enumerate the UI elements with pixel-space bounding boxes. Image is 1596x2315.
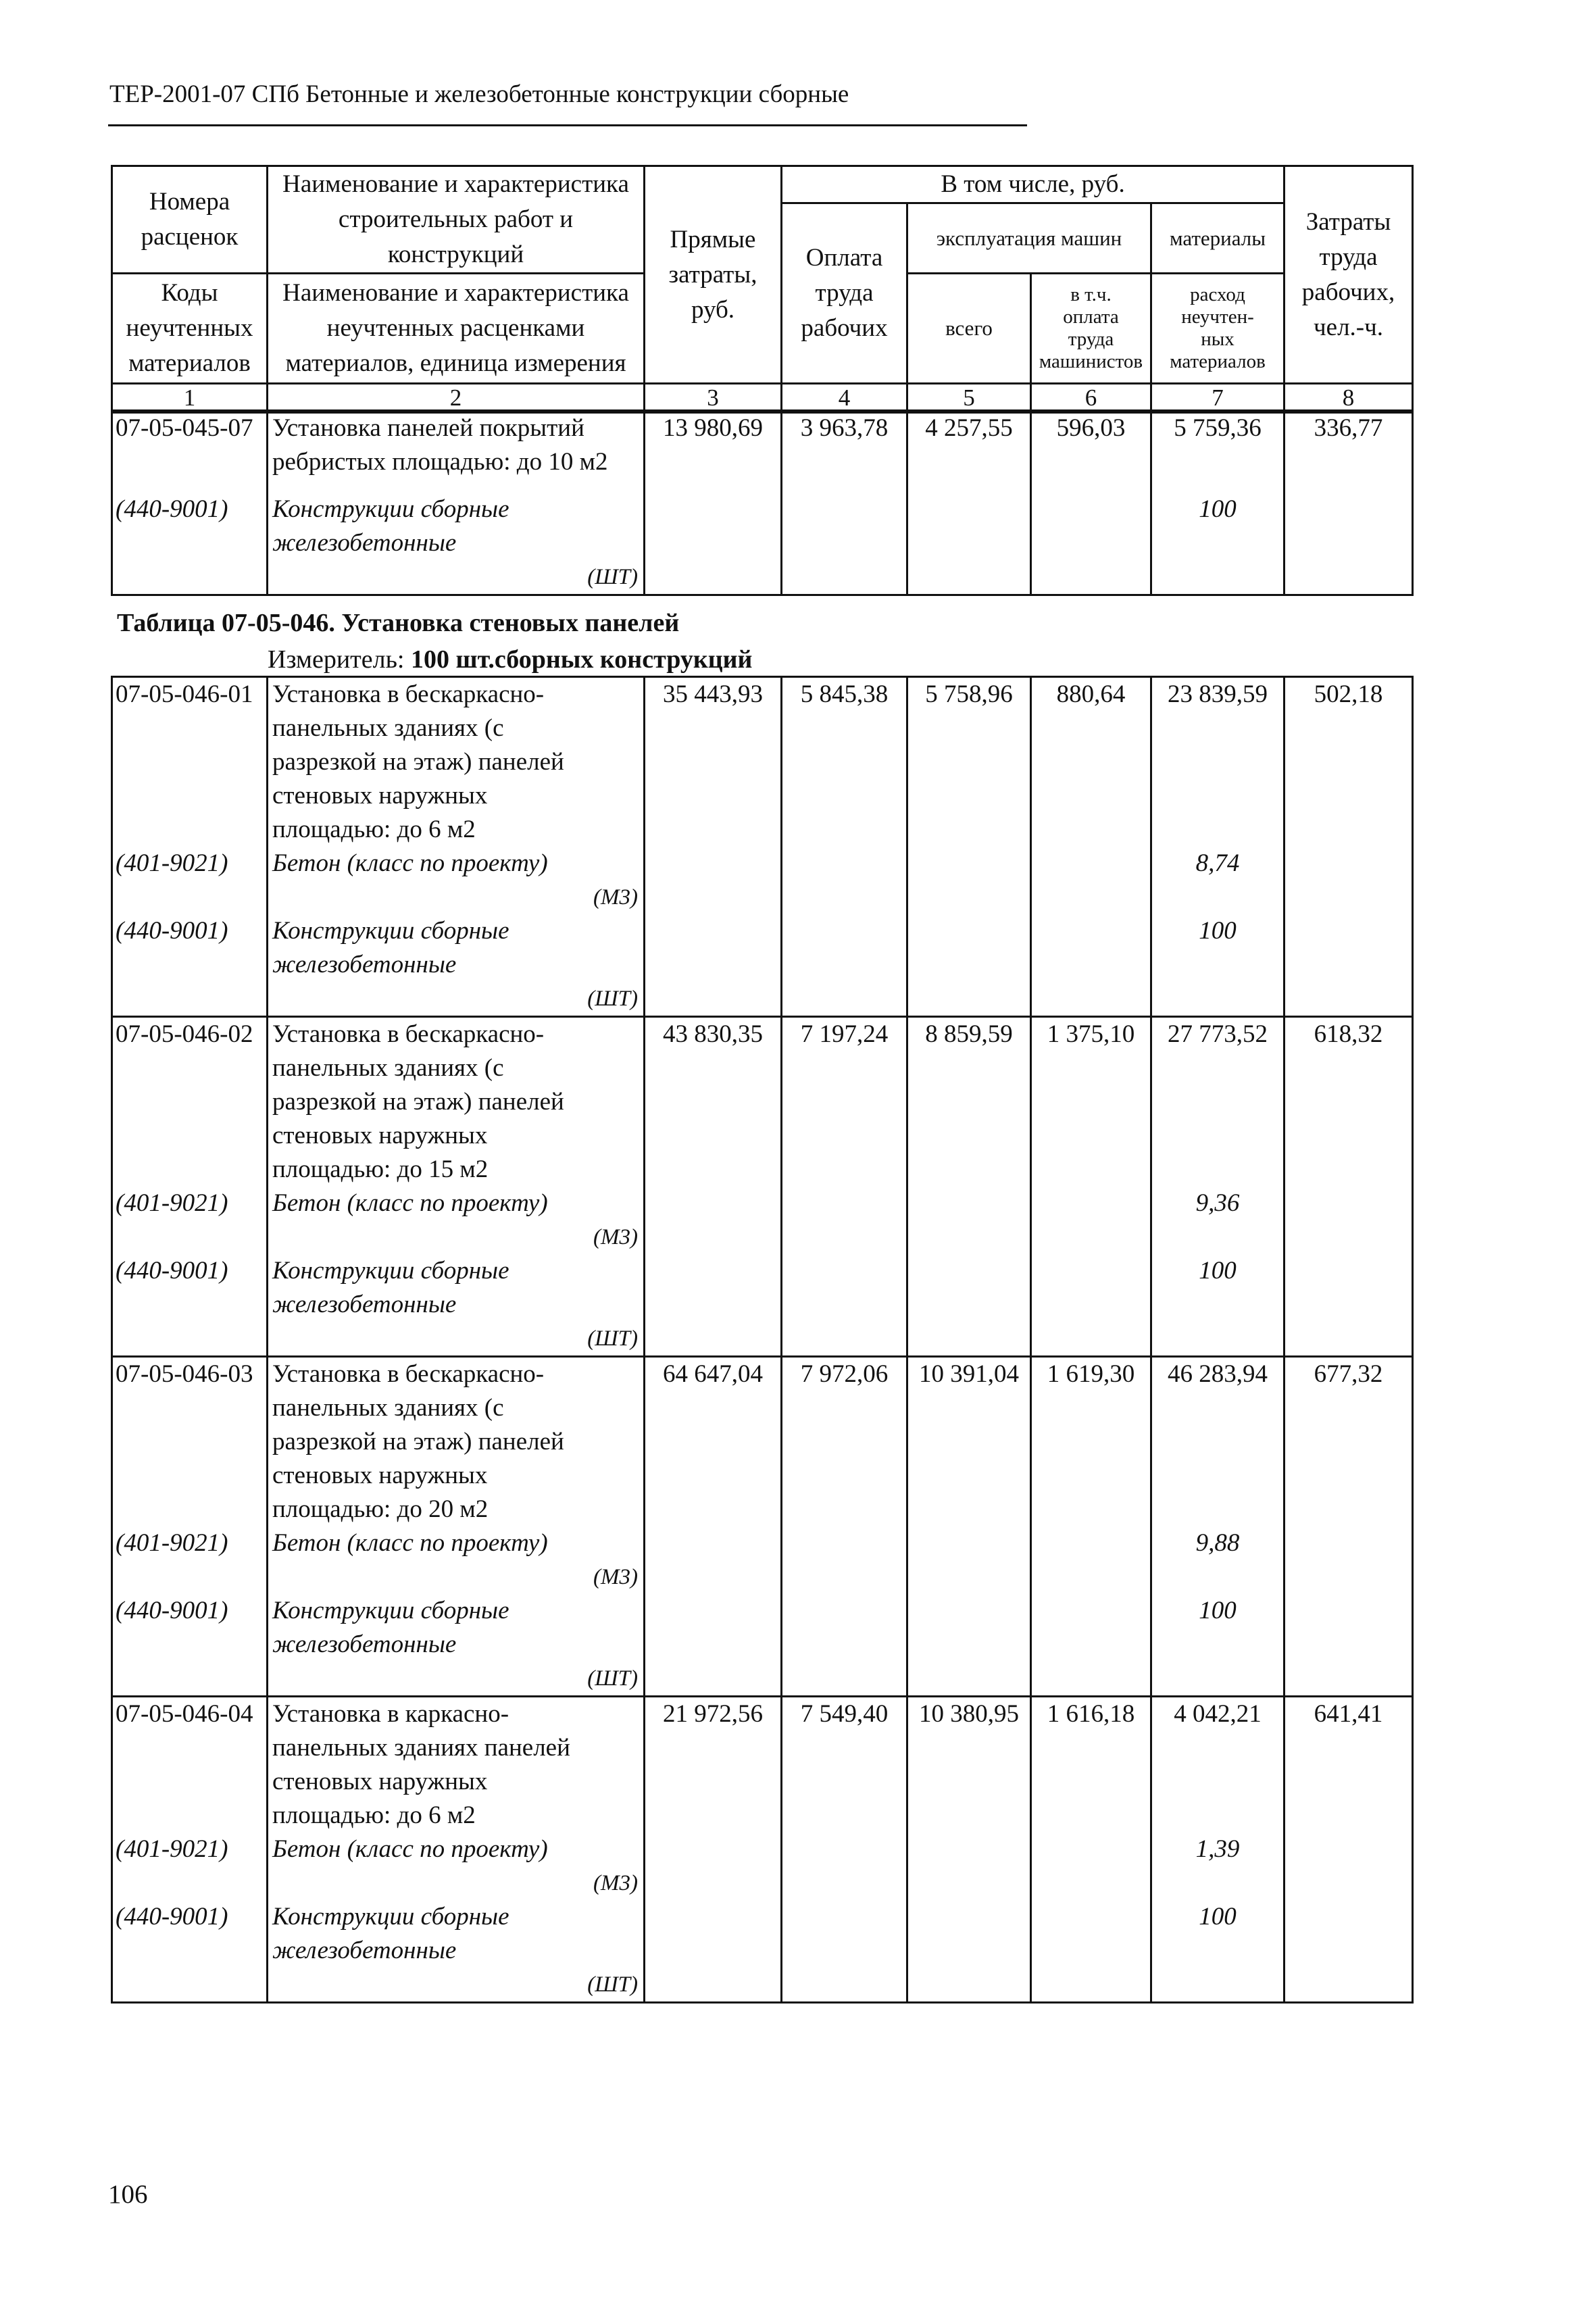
rate-name: Установка в бескаркасно- панельных зданиях (с разрезкой на этаж) панелей стеновых наружных площадью: до 6 м2 <box>268 677 645 847</box>
direct-costs: 35 443,93 <box>645 677 782 847</box>
rate-code: 07-05-045-07 <box>112 411 268 480</box>
labor-hours: 677,32 <box>1285 1357 1413 1527</box>
materials-header: материалы <box>1151 203 1285 274</box>
material-name: Конструкции сборные железобетонные (ШТ) <box>268 479 645 595</box>
rate-code: 07-05-046-01 <box>112 677 268 847</box>
material-qty: 100 <box>1151 1900 1285 2003</box>
materials-cost: 4 042,21 <box>1151 1697 1285 1833</box>
material-qty: 9,88 <box>1151 1526 1285 1594</box>
table-row <box>112 1357 1413 1527</box>
material-unit: (ШТ) <box>587 1666 638 1691</box>
machinists-pay: 880,64 <box>1031 677 1151 847</box>
material-code: (440-9001) <box>112 1594 268 1697</box>
material-code: (440-9001) <box>112 914 268 1017</box>
labor-hours: 502,18 <box>1285 677 1413 847</box>
material-code: (401-9021) <box>112 847 268 914</box>
material-name: Бетон (класс по проекту) (М3) <box>268 1526 645 1594</box>
machinists-pay: 1 375,10 <box>1031 1017 1151 1187</box>
page-header: ТЕР-2001-07 СПб Бетонные и железобетонные конструкции сборные <box>109 80 849 108</box>
material-name: Бетон (класс по проекту) (М3) <box>268 1833 645 1900</box>
material-name: Конструкции сборные железобетонные (ШТ) <box>268 1900 645 2003</box>
materials-cost: 46 283,94 <box>1151 1357 1285 1527</box>
direct-costs: 21 972,56 <box>645 1697 782 1833</box>
col3-header: Прямые затраты, руб. <box>645 166 782 384</box>
rate-name: Установка в бескаркасно- панельных зданиях (с разрезкой на этаж) панелей стеновых наружных площадью: до 15 м2 <box>268 1017 645 1187</box>
labor-hours: 618,32 <box>1285 1017 1413 1187</box>
rate-code: 07-05-046-03 <box>112 1357 268 1527</box>
labor-hours: 641,41 <box>1285 1697 1413 1833</box>
machines-total: 8 859,59 <box>907 1017 1031 1187</box>
material-code: (401-9021) <box>112 1526 268 1594</box>
col8-header: Затраты труда рабочих, чел.-ч. <box>1285 166 1413 384</box>
rate-name: Установка в каркасно- панельных зданиях панелей стеновых наружных площадью: до 6 м2 <box>268 1697 645 1833</box>
table-row <box>112 1697 1413 1833</box>
first-record-table <box>111 409 1414 596</box>
rate-code: 07-05-046-04 <box>112 1697 268 1833</box>
material-unit: (ШТ) <box>587 565 638 589</box>
measure-label: Измеритель: <box>268 645 405 674</box>
machines-total: 10 380,95 <box>907 1697 1031 1833</box>
machinists-pay: 1 616,18 <box>1031 1697 1151 1833</box>
measure-value: 100 шт.сборных конструкций <box>411 645 753 674</box>
machines-header: эксплуатация машин <box>907 203 1151 274</box>
material-name: Конструкции сборные железобетонные (ШТ) <box>268 1254 645 1357</box>
table-row <box>112 1833 1413 1900</box>
material-code: (440-9001) <box>112 479 268 595</box>
rate-code: 07-05-046-02 <box>112 1017 268 1187</box>
material-qty: 9,36 <box>1151 1187 1285 1254</box>
material-qty: 100 <box>1151 1254 1285 1357</box>
machines-total: 10 391,04 <box>907 1357 1031 1527</box>
labor-pay: 7 972,06 <box>782 1357 907 1527</box>
table-row <box>112 1526 1413 1594</box>
table-row <box>112 1254 1413 1357</box>
table-row <box>112 677 1413 847</box>
table-row <box>112 847 1413 914</box>
labor-pay: 7 197,24 <box>782 1017 907 1187</box>
material-code: (440-9001) <box>112 1900 268 2003</box>
material-unit: (М3) <box>593 885 638 910</box>
material-name: Конструкции сборные железобетонные (ШТ) <box>268 914 645 1017</box>
material-unit: (ШТ) <box>587 987 638 1011</box>
column-header-table <box>111 165 1414 414</box>
machinists-pay: 1 619,30 <box>1031 1357 1151 1527</box>
material-unit: (М3) <box>593 1565 638 1589</box>
col-number-2: 2 <box>268 384 645 413</box>
col-number-4: 4 <box>782 384 907 413</box>
header-rule <box>108 124 1027 126</box>
col-number-7: 7 <box>1151 384 1285 413</box>
table-row <box>112 479 1413 595</box>
machinists-pay: 596,03 <box>1031 411 1151 480</box>
material-code: (440-9001) <box>112 1254 268 1357</box>
material-qty: 1,39 <box>1151 1833 1285 1900</box>
rates-table <box>111 676 1414 2003</box>
col2-top-header: Наименование и характеристика строительных работ и конструкций <box>268 166 645 274</box>
col2-bottom-header: Наименование и характеристика неучтенных расценками материалов, единица измерения <box>268 274 645 384</box>
machines-total: 4 257,55 <box>907 411 1031 480</box>
material-unit: (ШТ) <box>587 1326 638 1351</box>
material-qty: 100 <box>1151 479 1285 595</box>
material-name: Бетон (класс по проекту) (М3) <box>268 1187 645 1254</box>
material-name: Бетон (класс по проекту) (М3) <box>268 847 645 914</box>
rate-name: Установка панелей покрытий ребристых площадью: до 10 м2 <box>268 411 645 480</box>
col-number-1: 1 <box>112 384 268 413</box>
material-name: Конструкции сборные железобетонные (ШТ) <box>268 1594 645 1697</box>
materials-cost: 27 773,52 <box>1151 1017 1285 1187</box>
labor-pay: 3 963,78 <box>782 411 907 480</box>
measure-line <box>268 645 752 674</box>
table-row <box>112 1594 1413 1697</box>
col1-bottom-header: Коды неучтенных материалов <box>112 274 268 384</box>
table-caption: Таблица 07-05-046. Установка стеновых панелей <box>117 609 680 637</box>
col5-header: всего <box>907 274 1031 384</box>
col7-header: расход неучтен- ных материалов <box>1151 274 1285 384</box>
materials-cost: 23 839,59 <box>1151 677 1285 847</box>
labor-pay: 7 549,40 <box>782 1697 907 1833</box>
rate-name: Установка в бескаркасно- панельных зданиях (с разрезкой на этаж) панелей стеновых наружных площадью: до 20 м2 <box>268 1357 645 1527</box>
direct-costs: 13 980,69 <box>645 411 782 480</box>
group-header: В том числе, руб. <box>782 166 1285 203</box>
material-unit: (М3) <box>593 1225 638 1249</box>
material-code: (401-9021) <box>112 1833 268 1900</box>
labor-pay: 5 845,38 <box>782 677 907 847</box>
col4-header: Оплата труда рабочих <box>782 203 907 384</box>
page-number: 106 <box>108 2180 148 2209</box>
machines-total: 5 758,96 <box>907 677 1031 847</box>
direct-costs: 64 647,04 <box>645 1357 782 1527</box>
table-row <box>112 411 1413 480</box>
material-qty: 100 <box>1151 1594 1285 1697</box>
material-unit: (ШТ) <box>587 1972 638 1997</box>
table-row <box>112 914 1413 1017</box>
material-unit: (М3) <box>593 1871 638 1895</box>
table-row <box>112 1017 1413 1187</box>
col-number-3: 3 <box>645 384 782 413</box>
materials-cost: 5 759,36 <box>1151 411 1285 480</box>
material-code: (401-9021) <box>112 1187 268 1254</box>
col6-header: в т.ч. оплата труда машинистов <box>1031 274 1151 384</box>
labor-hours: 336,77 <box>1285 411 1413 480</box>
direct-costs: 43 830,35 <box>645 1017 782 1187</box>
col-number-6: 6 <box>1031 384 1151 413</box>
col-number-8: 8 <box>1285 384 1413 413</box>
material-qty: 8,74 <box>1151 847 1285 914</box>
col1-top-header: Номера расценок <box>112 166 268 274</box>
material-qty: 100 <box>1151 914 1285 1017</box>
table-row <box>112 1187 1413 1254</box>
col-number-5: 5 <box>907 384 1031 413</box>
table-row <box>112 1900 1413 2003</box>
